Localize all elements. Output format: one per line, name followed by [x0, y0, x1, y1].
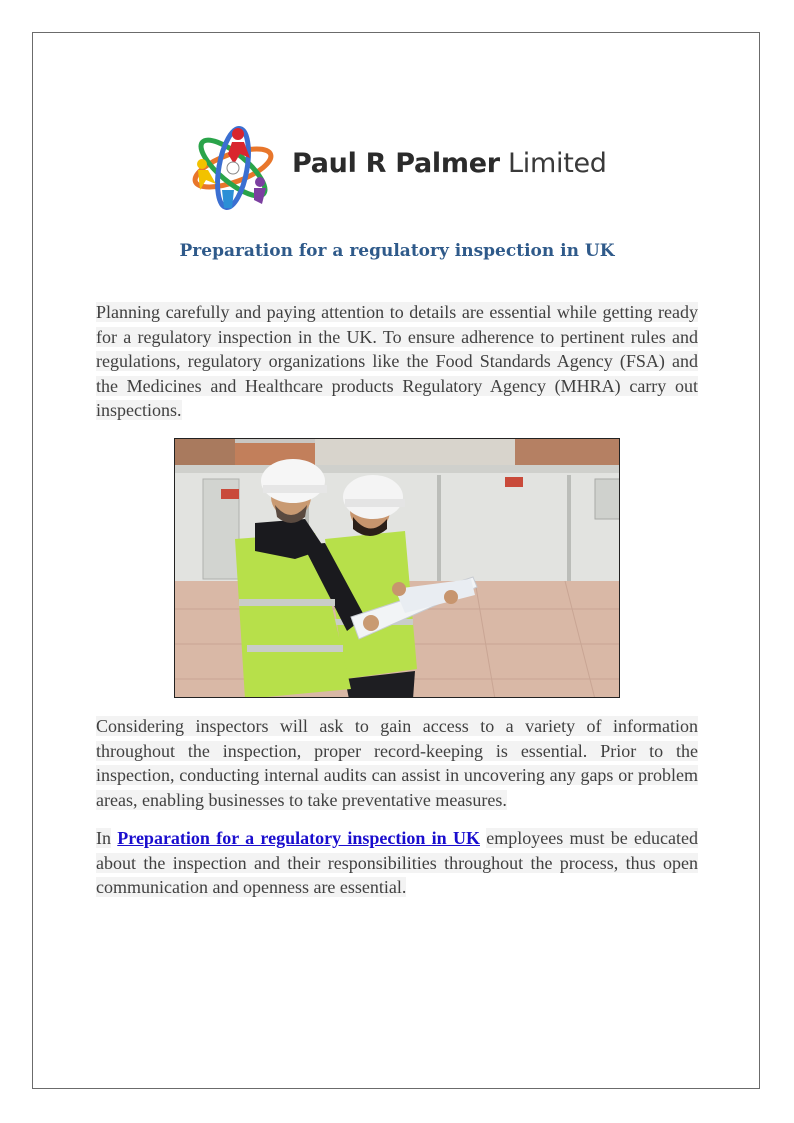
company-name-bold: Paul R Palmer — [292, 148, 500, 179]
paragraph-communication-prefix: In — [96, 828, 111, 848]
paragraph-communication — [96, 826, 698, 900]
company-name-light: Limited — [508, 148, 607, 179]
company-logo — [188, 124, 608, 212]
paragraph-record-keeping-text: Considering inspectors will ask to gain access to a variety of information throughout the inspection, proper record-keeping is essential. Prior to the inspection, conducting internal audits can assist in uncovering any gaps or problem areas, enabling businesses to take preventative measures. — [96, 716, 698, 810]
paragraph-record-keeping — [96, 714, 698, 812]
paragraph-intro-text: Planning carefully and paying attention to details are essential while getting ready for a regulatory inspection in the UK. To ensure adherence to pertinent rules and regulations, regulatory organizations like the Food Standards Agency (FSA) and the Medicines and Healthcare products Regulatory Agency (MHRA) carry out inspections. — [96, 302, 698, 421]
atom-people-logo-icon — [188, 124, 278, 212]
page-title: Preparation for a regulatory inspection in UK — [179, 241, 615, 261]
inspection-link[interactable]: Preparation for a regulatory inspection in UK — [117, 828, 480, 848]
paragraph-intro — [96, 300, 698, 423]
inspectors-photo — [174, 438, 620, 698]
paragraph-communication-suffix: employees must be educated about the inspection and their responsibilities throughout the process, thus open communication and openness are essential. — [96, 828, 699, 898]
construction-inspectors-photo — [175, 439, 620, 698]
company-name — [292, 148, 607, 179]
